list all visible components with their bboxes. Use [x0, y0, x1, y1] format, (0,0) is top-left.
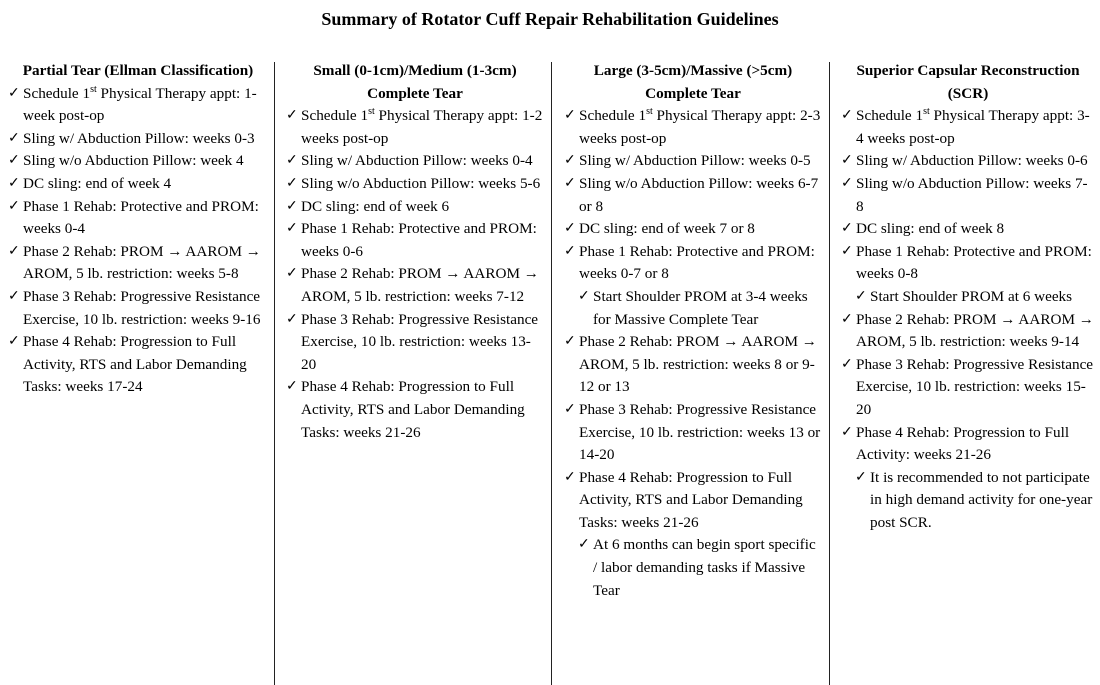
ordinal-superscript: st — [646, 106, 653, 118]
list-item — [286, 196, 544, 219]
item-text: Phase 3 Rehab: Progressive Resistance Exercise, 10 lb. restriction: weeks 15-20 — [856, 355, 1094, 418]
item-text: Sling w/o Abduction Pillow: weeks 5-6 — [301, 174, 541, 192]
list-item — [564, 105, 822, 150]
document-title: Summary of Rotator Cuff Repair Rehabilitation Guidelines — [321, 9, 779, 29]
checkmark-icon: ✓ — [286, 175, 298, 191]
list-item — [564, 241, 822, 286]
list-item — [841, 150, 1095, 173]
column-heading — [564, 60, 822, 105]
item-text: Sling w/ Abduction Pillow: weeks 0-5 — [579, 152, 811, 170]
list-item — [286, 105, 544, 150]
item-text: Schedule 1 — [301, 107, 369, 125]
item-text: Phase 2 Rehab: PROM → AAROM → AROM, 5 lb. restriction: weeks 7-12 — [301, 265, 539, 305]
checkmark-icon: ✓ — [286, 153, 298, 169]
checkmark-icon: ✓ — [8, 153, 20, 169]
item-text: Start Shoulder PROM at 6 weeks — [870, 287, 1073, 305]
checkmark-icon: ✓ — [286, 221, 298, 237]
item-text: DC sling: end of week 8 — [856, 220, 1005, 238]
item-text: Physical Therapy appt: 1-week post-op — [23, 84, 257, 125]
checkmark-icon: ✓ — [564, 153, 576, 169]
checkmark-icon: ✓ — [564, 469, 576, 485]
checkmark-icon: ✓ — [855, 469, 867, 485]
list-item — [841, 309, 1095, 354]
list-item — [286, 150, 544, 173]
item-text: Phase 1 Rehab: Protective and PROM: weeks 0-8 — [856, 242, 1092, 283]
checkmark-icon: ✓ — [286, 266, 298, 282]
item-text: Physical Therapy appt: 3-4 weeks post-op — [856, 107, 1090, 147]
list-item — [841, 241, 1095, 286]
item-text: Phase 1 Rehab: Protective and PROM: weeks 0-6 — [301, 220, 537, 260]
list-item — [841, 173, 1095, 218]
list-item — [8, 331, 268, 399]
checkmark-icon: ✓ — [8, 334, 20, 350]
sub-list-item — [841, 467, 1095, 535]
guideline-list — [564, 105, 822, 602]
list-item — [8, 173, 268, 196]
item-text: Phase 3 Rehab: Progressive Resistance Exercise, 10 lb. restriction: weeks 13 or 14-20 — [579, 400, 821, 464]
item-text: DC sling: end of week 4 — [23, 174, 172, 192]
list-item — [8, 241, 268, 286]
column-partial-tear — [8, 60, 268, 399]
column-small-medium-tear — [286, 60, 544, 444]
checkmark-icon: ✓ — [8, 243, 20, 259]
column-divider-1 — [274, 62, 275, 685]
column-divider-2 — [551, 62, 552, 685]
checkmark-icon: ✓ — [8, 198, 20, 214]
checkmark-icon: ✓ — [578, 537, 590, 553]
list-item — [841, 422, 1095, 467]
checkmark-icon: ✓ — [564, 108, 576, 124]
item-text: Physical Therapy appt: 2-3 weeks post-op — [579, 107, 821, 147]
list-item — [8, 150, 268, 173]
checkmark-icon: ✓ — [564, 243, 576, 259]
column-scr — [841, 60, 1095, 534]
checkmark-icon: ✓ — [841, 175, 853, 191]
checkmark-icon: ✓ — [564, 175, 576, 191]
checkmark-icon: ✓ — [564, 334, 576, 350]
item-text: Sling w/ Abduction Pillow: weeks 0-4 — [301, 152, 533, 170]
item-text: It is recommended to not participate in high demand activity for one-year post SCR. — [870, 468, 1093, 531]
column-heading-line-1: Partial Tear (Ellman Classification) — [22, 62, 254, 79]
column-heading-line-1: Small (0-1cm)/Medium (1-3cm) — [313, 62, 517, 79]
ordinal-superscript: st — [368, 106, 375, 118]
list-item — [564, 150, 822, 173]
item-text: Sling w/o Abduction Pillow: weeks 6-7 or 8 — [579, 174, 819, 215]
item-text: At 6 months can begin sport specific / labor demanding tasks if Massive Tear — [593, 536, 816, 599]
item-text: Start Shoulder PROM at 3-4 weeks for Massive Complete Tear — [593, 287, 808, 328]
checkmark-icon: ✓ — [841, 153, 853, 169]
list-item — [286, 263, 544, 308]
item-text: Sling w/o Abduction Pillow: weeks 7-8 — [856, 174, 1088, 215]
checkmark-icon: ✓ — [8, 85, 20, 101]
checkmark-icon: ✓ — [841, 424, 853, 440]
list-item — [8, 196, 268, 241]
list-item — [564, 173, 822, 218]
item-text: Phase 1 Rehab: Protective and PROM: weeks 0-7 or 8 — [579, 242, 815, 283]
list-item — [286, 309, 544, 377]
checkmark-icon: ✓ — [286, 311, 298, 327]
item-text: Phase 2 Rehab: PROM → AAROM → AROM, 5 lb. restriction: weeks 8 or 9-12 or 13 — [579, 333, 817, 396]
item-text: Phase 3 Rehab: Progressive Resistance Exercise, 10 lb. restriction: weeks 13-20 — [301, 310, 539, 373]
list-item — [564, 467, 822, 535]
item-text: Schedule 1 — [23, 84, 91, 102]
ordinal-superscript: st — [923, 106, 930, 118]
checkmark-icon: ✓ — [8, 175, 20, 191]
item-text: Phase 3 Rehab: Progressive Resistance Exercise, 10 lb. restriction: weeks 9-16 — [23, 287, 261, 328]
list-item — [564, 218, 822, 241]
checkmark-icon: ✓ — [564, 401, 576, 417]
item-text: Phase 4 Rehab: Progression to Full Activity, RTS and Labor Demanding Tasks: weeks 21-26 — [301, 378, 525, 441]
item-text: DC sling: end of week 6 — [301, 197, 450, 215]
checkmark-icon: ✓ — [841, 221, 853, 237]
item-text: Phase 4 Rehab: Progression to Full Activity, RTS and Labor Demanding Tasks: weeks 21-26 — [579, 468, 803, 531]
list-item — [286, 376, 544, 444]
checkmark-icon: ✓ — [286, 379, 298, 395]
checkmark-icon: ✓ — [841, 243, 853, 259]
column-heading-line-1: Superior Capsular Reconstruction — [856, 62, 1080, 79]
sub-list-item — [564, 286, 822, 331]
guideline-list — [8, 83, 268, 399]
checkmark-icon: ✓ — [286, 198, 298, 214]
list-item — [8, 286, 268, 331]
item-text: Phase 4 Rehab: Progression to Full Activity, RTS and Labor Demanding Tasks: weeks 17-24 — [23, 333, 247, 396]
column-heading — [841, 60, 1095, 105]
list-item — [841, 218, 1095, 241]
column-heading — [286, 60, 544, 105]
item-text: Phase 2 Rehab: PROM → AAROM → AROM, 5 lb. restriction: weeks 5-8 — [23, 242, 261, 283]
guideline-list — [841, 105, 1095, 534]
sub-list-item — [564, 534, 822, 602]
item-text: Physical Therapy appt: 1-2 weeks post-op — [301, 107, 543, 147]
column-large-massive-tear — [564, 60, 822, 602]
column-divider-3 — [829, 62, 830, 685]
item-text: Schedule 1 — [856, 107, 924, 125]
checkmark-icon: ✓ — [8, 130, 20, 146]
item-text: Sling w/ Abduction Pillow: weeks 0-6 — [856, 152, 1088, 170]
list-item — [564, 399, 822, 467]
item-text: Phase 4 Rehab: Progression to Full Activity: weeks 21-26 — [856, 423, 1070, 464]
item-text: Phase 2 Rehab: PROM → AAROM → AROM, 5 lb. restriction: weeks 9-14 — [856, 310, 1094, 351]
item-text: Sling w/ Abduction Pillow: weeks 0-3 — [23, 129, 255, 147]
item-text: Sling w/o Abduction Pillow: week 4 — [23, 152, 244, 170]
item-text: DC sling: end of week 7 or 8 — [579, 220, 755, 238]
checkmark-icon: ✓ — [564, 221, 576, 237]
item-text: Phase 1 Rehab: Protective and PROM: weeks 0-4 — [23, 197, 259, 238]
checkmark-icon: ✓ — [286, 108, 298, 124]
list-item — [8, 83, 268, 128]
checkmark-icon: ✓ — [841, 108, 853, 124]
column-heading — [8, 60, 268, 83]
list-item — [841, 354, 1095, 422]
list-item — [286, 173, 544, 196]
checkmark-icon: ✓ — [578, 288, 590, 304]
column-heading-line-1: Large (3-5cm)/Massive (>5cm) — [593, 62, 793, 79]
checkmark-icon: ✓ — [855, 288, 867, 304]
item-text: Schedule 1 — [579, 107, 647, 125]
column-heading-line-2: Complete Tear — [367, 84, 463, 102]
checkmark-icon: ✓ — [841, 311, 853, 327]
checkmark-icon: ✓ — [841, 356, 853, 372]
guideline-list — [286, 105, 544, 444]
list-item — [8, 128, 268, 151]
list-item — [564, 331, 822, 399]
column-heading-line-2: (SCR) — [947, 84, 989, 102]
list-item — [841, 105, 1095, 150]
list-item — [286, 218, 544, 263]
column-heading-line-2: Complete Tear — [645, 84, 741, 102]
checkmark-icon: ✓ — [8, 288, 20, 304]
sub-list-item — [841, 286, 1095, 309]
ordinal-superscript: st — [90, 83, 97, 95]
